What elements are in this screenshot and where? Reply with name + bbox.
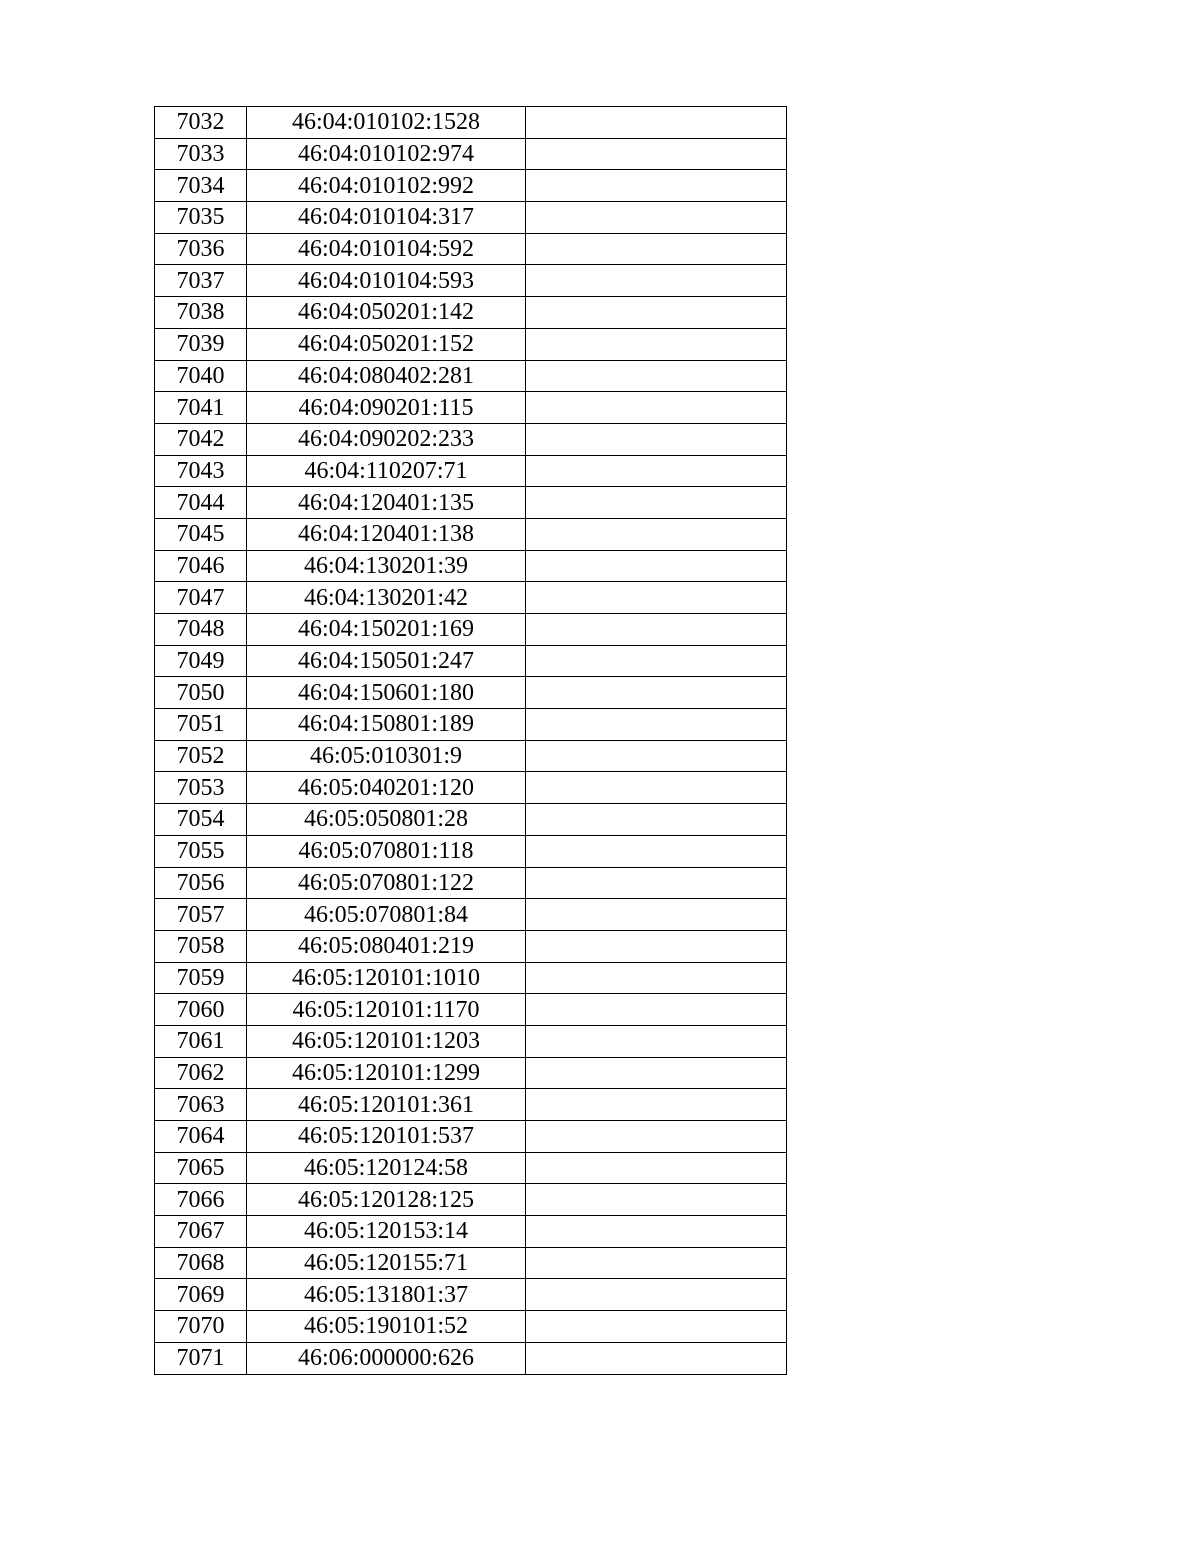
table-row (155, 518, 787, 550)
row-number-cell: 7068 (155, 1247, 247, 1279)
empty-cell (526, 614, 787, 646)
empty-cell (526, 1342, 787, 1374)
row-number-cell: 7064 (155, 1121, 247, 1153)
empty-cell (526, 867, 787, 899)
cadastral-number-cell: 46:05:120124:58 (247, 1152, 526, 1184)
cadastral-number-cell: 46:04:120401:135 (247, 487, 526, 519)
table-row (155, 328, 787, 360)
empty-cell (526, 1089, 787, 1121)
cadastral-number-cell: 46:05:080401:219 (247, 930, 526, 962)
cadastral-number-cell: 46:05:120128:125 (247, 1184, 526, 1216)
table-row (155, 962, 787, 994)
table-row (155, 772, 787, 804)
row-number-cell: 7044 (155, 487, 247, 519)
row-number-cell: 7036 (155, 233, 247, 265)
cadastral-number-cell: 46:04:010102:974 (247, 138, 526, 170)
cadastral-number-cell: 46:04:010102:1528 (247, 107, 526, 139)
table-row (155, 550, 787, 582)
row-number-cell: 7059 (155, 962, 247, 994)
table-row (155, 360, 787, 392)
table-row (155, 1247, 787, 1279)
row-number-cell: 7058 (155, 930, 247, 962)
table-row (155, 740, 787, 772)
row-number-cell: 7037 (155, 265, 247, 297)
cadastral-number-cell: 46:06:000000:626 (247, 1342, 526, 1374)
row-number-cell: 7052 (155, 740, 247, 772)
row-number-cell: 7071 (155, 1342, 247, 1374)
cadastral-number-cell: 46:05:070801:84 (247, 899, 526, 931)
cadastral-number-cell: 46:05:120101:1203 (247, 1025, 526, 1057)
table-row (155, 867, 787, 899)
row-number-cell: 7032 (155, 107, 247, 139)
row-number-cell: 7063 (155, 1089, 247, 1121)
table-row (155, 423, 787, 455)
row-number-cell: 7053 (155, 772, 247, 804)
empty-cell (526, 202, 787, 234)
cadastral-number-cell: 46:05:070801:122 (247, 867, 526, 899)
cadastral-number-cell: 46:05:120155:71 (247, 1247, 526, 1279)
table-row (155, 202, 787, 234)
table-row (155, 455, 787, 487)
cadastral-number-cell: 46:04:130201:42 (247, 582, 526, 614)
table-row (155, 804, 787, 836)
row-number-cell: 7034 (155, 170, 247, 202)
cadastral-number-cell: 46:05:120101:537 (247, 1121, 526, 1153)
table-row (155, 138, 787, 170)
row-number-cell: 7043 (155, 455, 247, 487)
table-row (155, 582, 787, 614)
cadastral-number-cell: 46:04:050201:142 (247, 297, 526, 329)
empty-cell (526, 392, 787, 424)
table-row (155, 930, 787, 962)
table-row (155, 1152, 787, 1184)
cadastral-number-cell: 46:05:120101:1010 (247, 962, 526, 994)
row-number-cell: 7056 (155, 867, 247, 899)
table-row (155, 1184, 787, 1216)
empty-cell (526, 487, 787, 519)
row-number-cell: 7061 (155, 1025, 247, 1057)
table-row (155, 899, 787, 931)
cadastral-number-cell: 46:05:120101:1170 (247, 994, 526, 1026)
cadastral-number-cell: 46:05:131801:37 (247, 1279, 526, 1311)
table-row (155, 1279, 787, 1311)
empty-cell (526, 518, 787, 550)
cadastral-number-cell: 46:04:010104:592 (247, 233, 526, 265)
cadastral-number-cell: 46:05:070801:118 (247, 835, 526, 867)
empty-cell (526, 709, 787, 741)
row-number-cell: 7055 (155, 835, 247, 867)
empty-cell (526, 1311, 787, 1343)
empty-cell (526, 107, 787, 139)
row-number-cell: 7035 (155, 202, 247, 234)
empty-cell (526, 1184, 787, 1216)
cadastral-number-cell: 46:04:090201:115 (247, 392, 526, 424)
empty-cell (526, 297, 787, 329)
table-row (155, 614, 787, 646)
cadastral-number-cell: 46:04:120401:138 (247, 518, 526, 550)
cadastral-number-cell: 46:04:010104:317 (247, 202, 526, 234)
empty-cell (526, 138, 787, 170)
empty-cell (526, 1247, 787, 1279)
table-row (155, 170, 787, 202)
table-row (155, 677, 787, 709)
empty-cell (526, 930, 787, 962)
cadastral-number-cell: 46:04:050201:152 (247, 328, 526, 360)
row-number-cell: 7047 (155, 582, 247, 614)
empty-cell (526, 582, 787, 614)
cadastral-number-cell: 46:05:120153:14 (247, 1216, 526, 1248)
table-row (155, 709, 787, 741)
table-body (155, 107, 787, 1375)
empty-cell (526, 265, 787, 297)
empty-cell (526, 423, 787, 455)
row-number-cell: 7048 (155, 614, 247, 646)
cadastral-number-cell: 46:05:040201:120 (247, 772, 526, 804)
row-number-cell: 7049 (155, 645, 247, 677)
table-row (155, 1342, 787, 1374)
cadastral-number-cell: 46:04:080402:281 (247, 360, 526, 392)
row-number-cell: 7054 (155, 804, 247, 836)
empty-cell (526, 772, 787, 804)
row-number-cell: 7042 (155, 423, 247, 455)
cadastral-table (154, 106, 787, 1375)
empty-cell (526, 1025, 787, 1057)
row-number-cell: 7046 (155, 550, 247, 582)
table-row (155, 645, 787, 677)
table-row (155, 1057, 787, 1089)
empty-cell (526, 170, 787, 202)
empty-cell (526, 328, 787, 360)
empty-cell (526, 1279, 787, 1311)
cadastral-number-cell: 46:05:050801:28 (247, 804, 526, 836)
cadastral-number-cell: 46:05:190101:52 (247, 1311, 526, 1343)
empty-cell (526, 645, 787, 677)
row-number-cell: 7038 (155, 297, 247, 329)
cadastral-number-cell: 46:04:010104:593 (247, 265, 526, 297)
cadastral-number-cell: 46:04:010102:992 (247, 170, 526, 202)
table-row (155, 1311, 787, 1343)
cadastral-number-cell: 46:04:130201:39 (247, 550, 526, 582)
row-number-cell: 7045 (155, 518, 247, 550)
table-row (155, 1089, 787, 1121)
cadastral-number-cell: 46:04:150201:169 (247, 614, 526, 646)
empty-cell (526, 835, 787, 867)
cadastral-number-cell: 46:04:090202:233 (247, 423, 526, 455)
row-number-cell: 7051 (155, 709, 247, 741)
row-number-cell: 7066 (155, 1184, 247, 1216)
row-number-cell: 7067 (155, 1216, 247, 1248)
table-row (155, 487, 787, 519)
empty-cell (526, 804, 787, 836)
empty-cell (526, 455, 787, 487)
cadastral-number-cell: 46:04:150801:189 (247, 709, 526, 741)
table-row (155, 1216, 787, 1248)
table-row (155, 994, 787, 1026)
row-number-cell: 7062 (155, 1057, 247, 1089)
table-row (155, 233, 787, 265)
table-row (155, 107, 787, 139)
row-number-cell: 7057 (155, 899, 247, 931)
table-row (155, 835, 787, 867)
table-row (155, 392, 787, 424)
row-number-cell: 7060 (155, 994, 247, 1026)
cadastral-number-cell: 46:05:120101:1299 (247, 1057, 526, 1089)
row-number-cell: 7033 (155, 138, 247, 170)
empty-cell (526, 899, 787, 931)
table-row (155, 1025, 787, 1057)
row-number-cell: 7050 (155, 677, 247, 709)
empty-cell (526, 962, 787, 994)
empty-cell (526, 1057, 787, 1089)
row-number-cell: 7040 (155, 360, 247, 392)
empty-cell (526, 1216, 787, 1248)
table-row (155, 1121, 787, 1153)
row-number-cell: 7039 (155, 328, 247, 360)
empty-cell (526, 1121, 787, 1153)
empty-cell (526, 677, 787, 709)
cadastral-number-cell: 46:04:110207:71 (247, 455, 526, 487)
cadastral-number-cell: 46:05:120101:361 (247, 1089, 526, 1121)
empty-cell (526, 360, 787, 392)
empty-cell (526, 1152, 787, 1184)
row-number-cell: 7070 (155, 1311, 247, 1343)
empty-cell (526, 740, 787, 772)
empty-cell (526, 994, 787, 1026)
empty-cell (526, 233, 787, 265)
row-number-cell: 7065 (155, 1152, 247, 1184)
row-number-cell: 7069 (155, 1279, 247, 1311)
table-row (155, 265, 787, 297)
empty-cell (526, 550, 787, 582)
cadastral-number-cell: 46:04:150601:180 (247, 677, 526, 709)
cadastral-number-cell: 46:05:010301:9 (247, 740, 526, 772)
cadastral-number-cell: 46:04:150501:247 (247, 645, 526, 677)
row-number-cell: 7041 (155, 392, 247, 424)
table-row (155, 297, 787, 329)
